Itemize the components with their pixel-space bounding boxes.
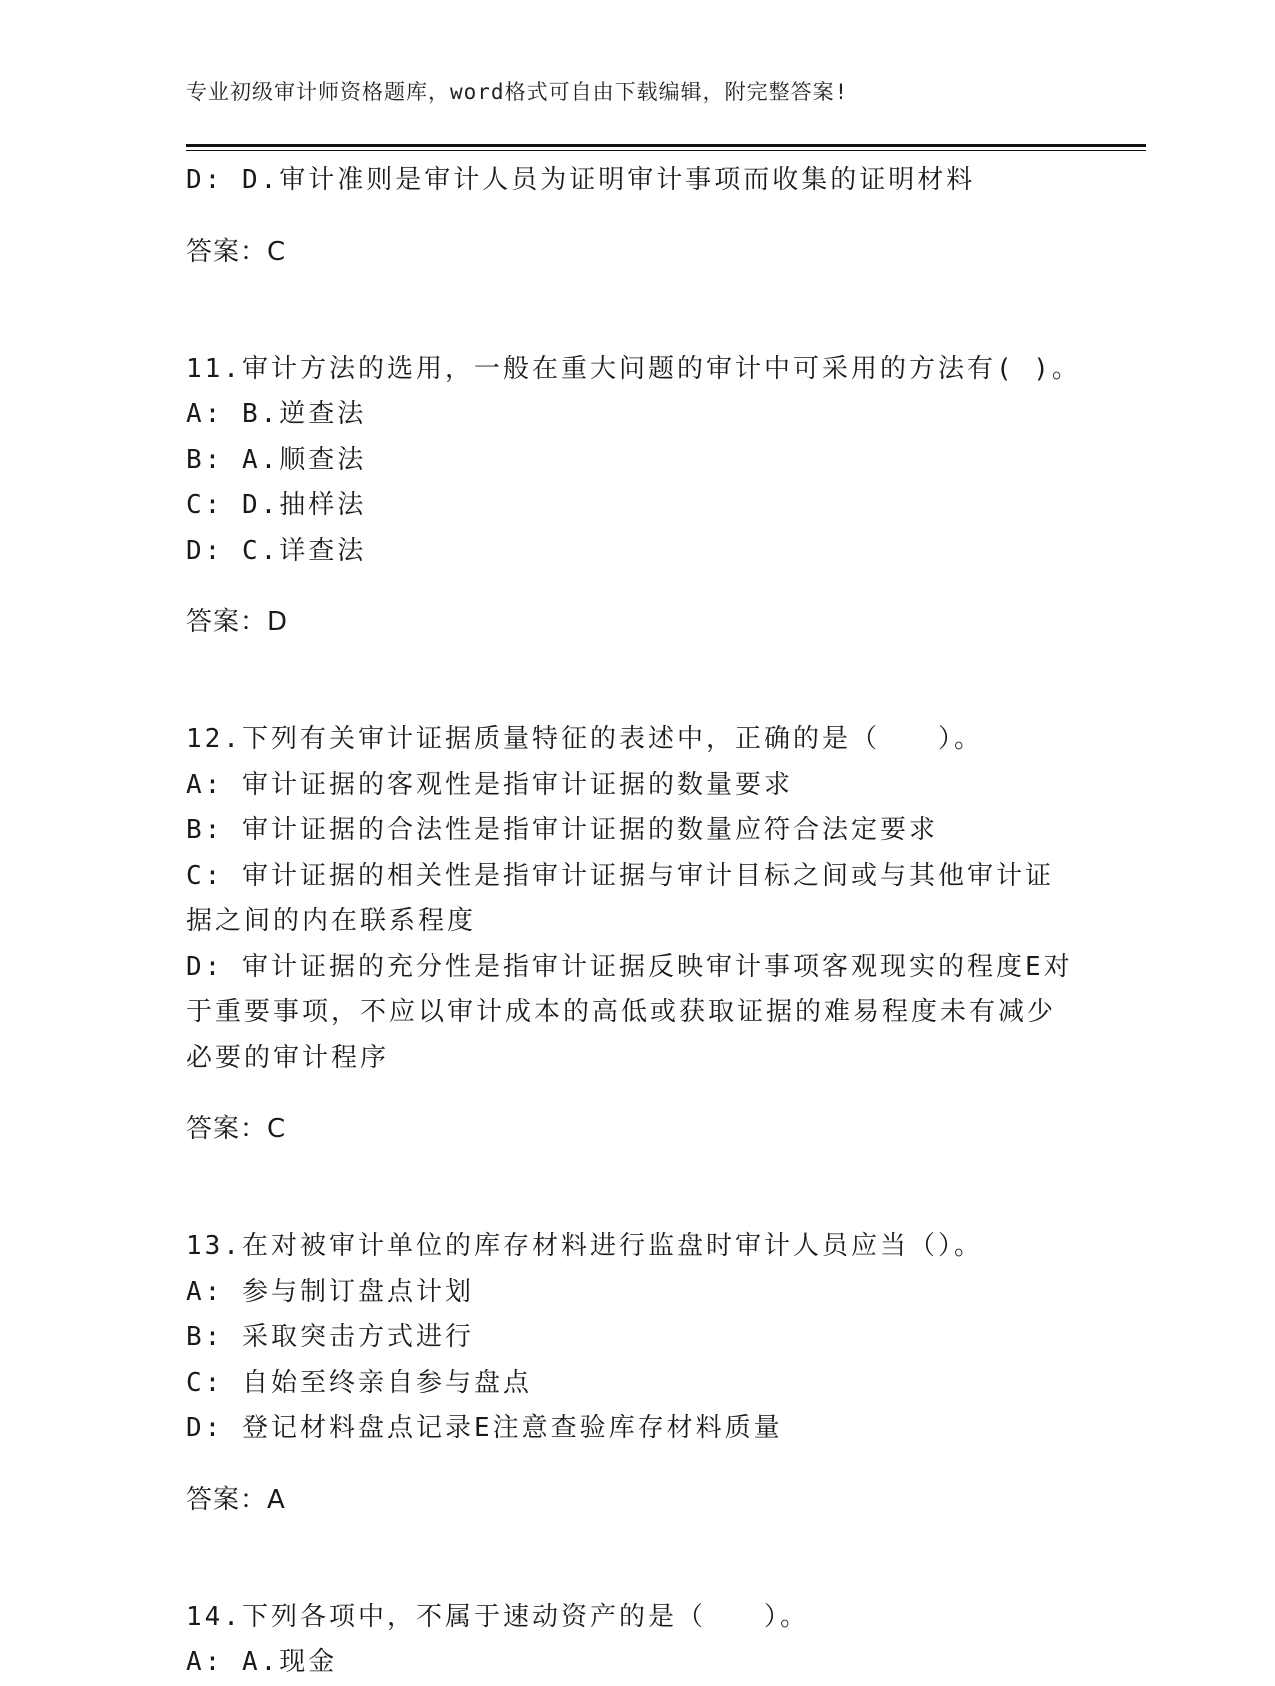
option-c: C: 自始至终亲自参与盘点	[186, 1367, 532, 1398]
header-divider-thick	[186, 144, 1146, 147]
spacer	[186, 672, 1076, 718]
question-stem: 13.在对被审计单位的库存材料进行监盘时审计人员应当（）。	[186, 1231, 983, 1261]
document-header: 专业初级审计师资格题库，word格式可自由下载编辑，附完整答案!	[186, 80, 849, 104]
option-d: D: 审计证据的充分性是指审计证据反映审计事项客观现实的程度E对于重要事项，不应以审计成本的高低或获取证据的难易程度未有减少必要的审计程序	[186, 951, 1073, 1073]
option-b: B: 采取突击方式进行	[186, 1322, 474, 1352]
question-13	[186, 1224, 1076, 1523]
question-12	[186, 717, 1076, 1153]
answer: 答案：A	[186, 1484, 286, 1515]
option-a: A: A.现金	[186, 1647, 338, 1677]
answer: 答案：C	[186, 1114, 287, 1144]
option-a: A: 参与制订盘点计划	[186, 1276, 474, 1307]
option-a: A: 审计证据的客观性是指审计证据的数量要求	[186, 769, 793, 800]
question-14	[186, 1595, 1076, 1686]
option-c: C: 审计证据的相关性是指审计证据与审计目标之间或与其他审计证据之间的内在联系程度	[186, 860, 1054, 936]
option-d: D: D.审计准则是审计人员为证明审计事项而收集的证明材料	[186, 165, 976, 195]
question-stem: 11.审计方法的选用，一般在重大问题的审计中可采用的方法有( )。	[186, 353, 1081, 384]
answer: 答案：D	[186, 607, 289, 637]
option-d: D: 登记材料盘点记录E注意查验库存材料质量	[186, 1413, 783, 1443]
option-a: A: B.逆查法	[186, 399, 367, 429]
question-stem: 14.下列各项中，不属于速动资产的是（ ）。	[186, 1601, 809, 1632]
header-divider-thin	[186, 150, 1146, 151]
answer: 答案：C	[186, 236, 287, 267]
option-b: B: 审计证据的合法性是指审计证据的数量应符合法定要求	[186, 815, 938, 845]
spacer	[186, 1549, 1076, 1595]
question-list	[186, 158, 1081, 1686]
option-c: C: D.抽样法	[186, 490, 367, 520]
question-stem: 12.下列有关审计证据质量特征的表述中，正确的是（ ）。	[186, 724, 983, 754]
spacer	[186, 301, 1076, 347]
question-11	[186, 347, 1081, 646]
spacer	[186, 1179, 1076, 1225]
option-d: D: C.详查法	[186, 535, 367, 566]
option-b: B: A.顺查法	[186, 444, 367, 475]
